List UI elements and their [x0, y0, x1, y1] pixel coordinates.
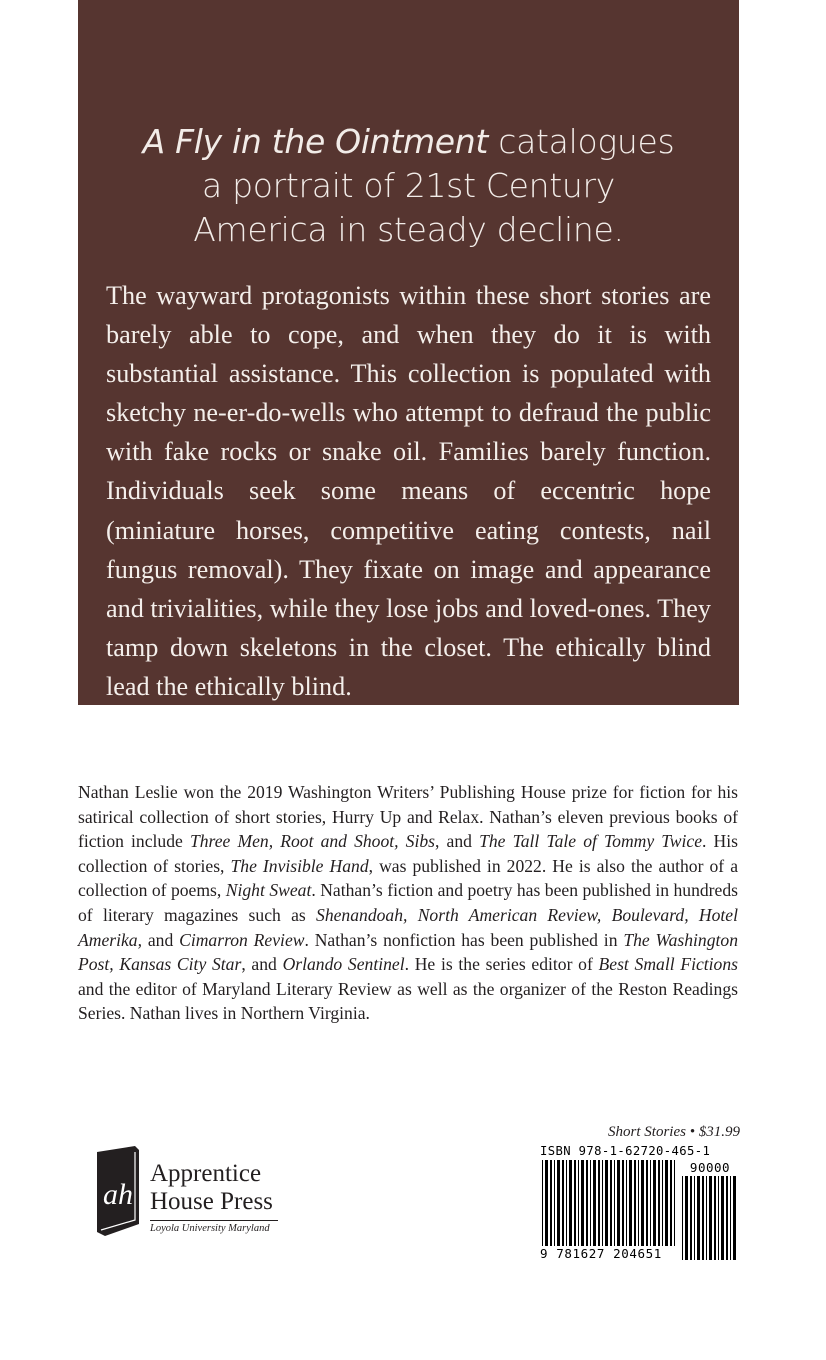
barcode-bar	[665, 1160, 668, 1260]
barcode-bar	[593, 1160, 596, 1260]
barcode-bar	[557, 1160, 560, 1260]
barcode-bar	[670, 1160, 672, 1260]
blurb-panel	[78, 0, 739, 705]
tagline-line-1-rest: catalogues	[488, 122, 675, 161]
publisher-affiliation: Loyola University Maryland	[150, 1223, 270, 1234]
price-separator: •	[685, 1124, 699, 1140]
barcode-bar	[650, 1160, 651, 1260]
barcode-bar	[610, 1160, 612, 1260]
barcode-supplement-bar	[733, 1176, 736, 1260]
barcode-supplement-bar	[685, 1176, 688, 1260]
barcode-bar	[629, 1160, 632, 1260]
barcode-bar	[554, 1160, 555, 1260]
barcode-supplement-bar	[690, 1176, 692, 1260]
publisher-name-line-2: House Press	[150, 1188, 273, 1215]
barcode-bar	[653, 1160, 656, 1260]
barcode-supplement-bar	[709, 1176, 712, 1260]
barcode-supplement-bar	[721, 1176, 724, 1260]
barcode-supplement-bar	[718, 1176, 719, 1260]
bio-book-title: The Tall Tale of Tommy Twice	[479, 831, 703, 852]
bio-text: and the editor of Maryland Literary Review as well as the organizer of the Reston Readings Series. Nathan lives in Northern Virginia.	[78, 978, 738, 1024]
bio-text: , and	[435, 831, 480, 852]
barcode-bar	[641, 1160, 644, 1260]
barcode-supplement-bar	[682, 1176, 683, 1260]
barcode-bar	[590, 1160, 591, 1260]
bio-poetry-title: Night Sweat	[225, 880, 312, 901]
bio-magazine: Cimarron Review	[179, 929, 305, 950]
price-amount: $31.99	[698, 1124, 740, 1140]
barcode-bar	[586, 1160, 588, 1260]
barcode-bar	[646, 1160, 648, 1260]
barcode-bar	[545, 1160, 548, 1260]
bio-book-title: The Invisible Hand	[230, 855, 369, 876]
barcode-supplement-bar	[706, 1176, 707, 1260]
tagline	[78, 120, 739, 252]
barcode-bar	[622, 1160, 624, 1260]
barcode-bar	[634, 1160, 636, 1260]
bio-text: . Nathan’s fiction and poetry has been published in hundreds of literary magazines such as	[78, 880, 738, 925]
barcode-bar	[602, 1160, 603, 1260]
bio-text: . He is the series editor of	[404, 954, 599, 975]
price-line	[608, 1124, 740, 1141]
barcode-bar	[562, 1160, 564, 1260]
publisher-monogram: ah	[103, 1178, 133, 1211]
publisher-divider	[150, 1220, 278, 1221]
bio-text: Nathan Leslie won the 2019 Washington Writers’ Publishing House prize for fiction for his satirical collection of short stories, Hurry Up and Relax. Nathan’s eleven previous books of fiction include	[78, 782, 738, 852]
barcode-bar	[566, 1160, 567, 1260]
barcode-bar	[638, 1160, 639, 1260]
publisher-logo-icon	[95, 1146, 145, 1238]
barcode-bar	[617, 1160, 620, 1260]
publisher-name-line-1: Apprentice	[150, 1160, 262, 1187]
author-bio	[78, 780, 738, 1026]
barcode-supplement-bar	[694, 1176, 695, 1260]
publisher-name	[150, 1160, 273, 1216]
tagline-line-2: a portrait of 21st Century	[201, 166, 616, 205]
bio-text: . His collection of stories,	[78, 831, 738, 876]
bio-newspapers: The Washington Post, Kansas City Star	[78, 929, 738, 975]
tagline-line-3: America in steady decline.	[193, 210, 624, 249]
barcode-bar	[662, 1160, 663, 1260]
bio-book-titles: Three Men, Root and Shoot, Sibs	[189, 831, 436, 852]
barcode-bar	[578, 1160, 579, 1260]
bio-newspaper: Orlando Sentinel	[282, 954, 405, 975]
barcode-supplement-bar	[730, 1176, 731, 1260]
barcode-digits: 9 781627 204651	[540, 1246, 675, 1261]
bio-magazines: Shenandoah, North American Review, Boulevard, Hotel Amerika,	[78, 904, 738, 950]
genre-label: Short Stories	[608, 1124, 686, 1140]
barcode-bar	[674, 1160, 675, 1260]
barcode-bar	[598, 1160, 600, 1260]
barcode-supplement-bar	[714, 1176, 716, 1260]
barcode-bar	[658, 1160, 660, 1260]
bio-text: , was published in 2022. He is also the author of a collection of poems,	[78, 855, 739, 901]
barcode-supplement-bar	[697, 1176, 700, 1260]
barcode-bar	[626, 1160, 627, 1260]
blurb-paragraph: The wayward protagonists within these short stories are barely able to cope, and when they do it is with substantial assistance. This collection is populated with sketchy ne-er-do-wells who attempt to defraud the public with fake rocks or snake oil. Families barely function. Individuals seek some means of eccentric hope (miniature horses, competitive eating contests, nail fungus removal). They fixate on image and appearance and trivialities, while they lose jobs and loved-ones. They tamp down skeletons in the closet. The ethically blind lead the ethically blind.	[106, 281, 711, 701]
barcode-bar	[569, 1160, 572, 1260]
barcode-bar	[581, 1160, 584, 1260]
barcode-bar	[614, 1160, 615, 1260]
barcode-supplement-code: 90000	[689, 1160, 731, 1175]
barcode-bar	[605, 1160, 608, 1260]
tagline-line-1	[78, 120, 739, 164]
book-title: A Fly in the Ointment	[142, 122, 489, 161]
bio-text: . Nathan’s nonfiction has been published in	[304, 929, 624, 950]
bio-series-title: Best Small Fictions	[598, 954, 738, 975]
barcode-bar	[574, 1160, 576, 1260]
isbn-label: ISBN 978-1-62720-465-1	[540, 1144, 711, 1158]
barcode-bar	[542, 1160, 543, 1260]
bio-text: , and	[241, 954, 283, 975]
barcode-bar	[550, 1160, 552, 1260]
barcode-supplement-bar	[726, 1176, 728, 1260]
barcode-supplement-bar	[702, 1176, 704, 1260]
bio-text: and	[142, 929, 180, 950]
